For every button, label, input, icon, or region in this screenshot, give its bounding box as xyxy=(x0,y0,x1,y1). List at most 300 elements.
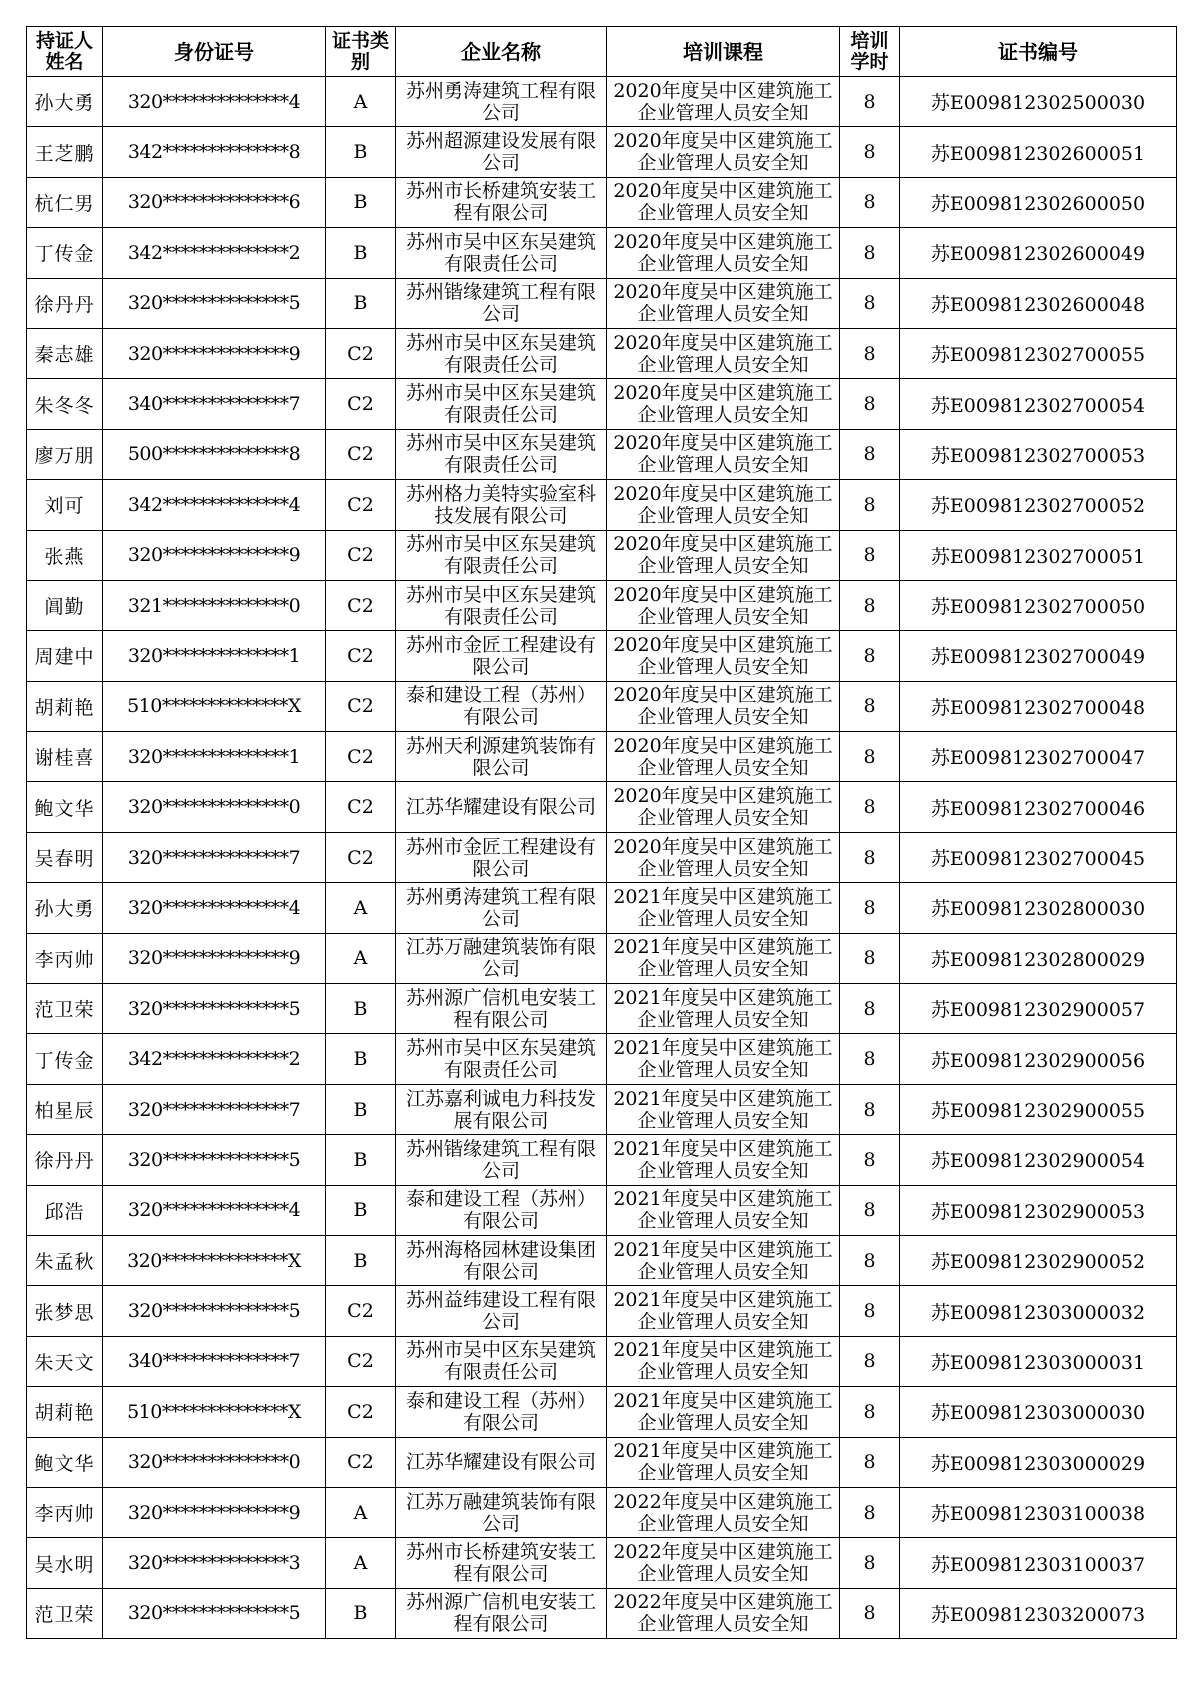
cell-name: 丁传金 xyxy=(27,1034,103,1084)
cell-id-number: 320**************9 xyxy=(103,530,326,580)
cell-name: 邱浩 xyxy=(27,1185,103,1235)
cell-id-number: 320**************9 xyxy=(103,328,326,378)
cell-cert-type: C2 xyxy=(326,1336,396,1386)
cell-course xyxy=(607,379,840,429)
cell-course-text: 2020年度吴中区建筑施工企业管理人员安全知 xyxy=(613,382,833,427)
cell-cert-type: C2 xyxy=(326,782,396,832)
cell-name: 张燕 xyxy=(27,530,103,580)
table-row xyxy=(27,1437,1177,1487)
cell-cert-number: 苏E009812303000032 xyxy=(900,1286,1177,1336)
cell-hours: 8 xyxy=(840,933,900,983)
cell-company-text: 江苏华耀建设有限公司 xyxy=(405,796,596,819)
cell-course-text: 2021年度吴中区建筑施工企业管理人员安全知 xyxy=(613,885,833,930)
cell-hours: 8 xyxy=(840,832,900,882)
cell-hours: 8 xyxy=(840,480,900,530)
cell-company xyxy=(396,480,607,530)
cell-cert-number: 苏E009812302600050 xyxy=(900,177,1177,227)
table-row xyxy=(27,782,1177,832)
cell-course xyxy=(607,580,840,630)
table-row xyxy=(27,1084,1177,1134)
cell-id-number: 320**************4 xyxy=(103,883,326,933)
cell-course xyxy=(607,832,840,882)
table-row xyxy=(27,1538,1177,1588)
cell-name: 徐丹丹 xyxy=(27,278,103,328)
header-company: 企业名称 xyxy=(396,27,607,77)
cell-course-text: 2020年度吴中区建筑施工企业管理人员安全知 xyxy=(613,684,833,729)
cell-company xyxy=(396,127,607,177)
cell-company xyxy=(396,580,607,630)
cell-company xyxy=(396,379,607,429)
cell-hours: 8 xyxy=(840,429,900,479)
cell-company xyxy=(396,429,607,479)
cell-name: 朱天文 xyxy=(27,1336,103,1386)
cell-company xyxy=(396,1538,607,1588)
cell-hours: 8 xyxy=(840,984,900,1034)
header-cert-no: 证书编号 xyxy=(900,27,1177,77)
cell-course xyxy=(607,1235,840,1285)
cell-course-text: 2021年度吴中区建筑施工企业管理人员安全知 xyxy=(613,1389,833,1434)
cell-company xyxy=(396,1437,607,1487)
cell-course xyxy=(607,1286,840,1336)
cell-cert-number: 苏E009812302900055 xyxy=(900,1084,1177,1134)
cell-cert-type: A xyxy=(326,77,396,127)
cell-course xyxy=(607,933,840,983)
cell-company xyxy=(396,984,607,1034)
cell-id-number: 342**************2 xyxy=(103,1034,326,1084)
cell-name: 范卫荣 xyxy=(27,984,103,1034)
cell-cert-type: C2 xyxy=(326,732,396,782)
cell-course-text: 2022年度吴中区建筑施工企业管理人员安全知 xyxy=(613,1541,833,1586)
table-row xyxy=(27,832,1177,882)
table-row xyxy=(27,228,1177,278)
table-row xyxy=(27,1034,1177,1084)
cell-company-text: 苏州超源建设发展有限公司 xyxy=(405,130,596,175)
cell-cert-type: C2 xyxy=(326,1286,396,1336)
cell-cert-number: 苏E009812302700045 xyxy=(900,832,1177,882)
cell-hours: 8 xyxy=(840,1588,900,1638)
cell-id-number: 320**************3 xyxy=(103,1538,326,1588)
cell-id-number: 320**************4 xyxy=(103,77,326,127)
cell-course xyxy=(607,530,840,580)
table-row xyxy=(27,984,1177,1034)
table-row xyxy=(27,580,1177,630)
cell-course xyxy=(607,1437,840,1487)
cell-hours: 8 xyxy=(840,127,900,177)
cell-company xyxy=(396,530,607,580)
cell-company-text: 苏州格力美特实验室科技发展有限公司 xyxy=(405,482,596,527)
cell-company xyxy=(396,1336,607,1386)
cell-cert-number: 苏E009812302700052 xyxy=(900,480,1177,530)
cell-name: 柏星辰 xyxy=(27,1084,103,1134)
cell-course-text: 2021年度吴中区建筑施工企业管理人员安全知 xyxy=(613,986,833,1031)
cell-course-text: 2020年度吴中区建筑施工企业管理人员安全知 xyxy=(613,130,833,175)
cell-company xyxy=(396,1034,607,1084)
cell-course-text: 2021年度吴中区建筑施工企业管理人员安全知 xyxy=(613,1339,833,1384)
cell-course xyxy=(607,782,840,832)
cell-company-text: 苏州市吴中区东吴建筑有限责任公司 xyxy=(405,583,596,628)
cell-company-text: 苏州市吴中区东吴建筑有限责任公司 xyxy=(405,331,596,376)
cell-hours: 8 xyxy=(840,1437,900,1487)
cell-company-text: 泰和建设工程（苏州）有限公司 xyxy=(405,684,596,729)
cell-cert-type: C2 xyxy=(326,631,396,681)
cell-cert-number: 苏E009812303000030 xyxy=(900,1387,1177,1437)
table-row xyxy=(27,1487,1177,1537)
table-row xyxy=(27,429,1177,479)
header-row xyxy=(27,27,1177,77)
cell-name: 张梦思 xyxy=(27,1286,103,1336)
cell-cert-type: B xyxy=(326,1185,396,1235)
cell-company-text: 苏州市吴中区东吴建筑有限责任公司 xyxy=(405,432,596,477)
cell-id-number: 342**************2 xyxy=(103,228,326,278)
cell-hours: 8 xyxy=(840,883,900,933)
cell-hours: 8 xyxy=(840,580,900,630)
cell-id-number: 340**************7 xyxy=(103,379,326,429)
cell-company-text: 苏州锴缘建筑工程有限公司 xyxy=(405,281,596,326)
cell-company xyxy=(396,933,607,983)
cell-cert-type: C2 xyxy=(326,328,396,378)
cell-company xyxy=(396,1487,607,1537)
table-row xyxy=(27,883,1177,933)
cell-course-text: 2020年度吴中区建筑施工企业管理人员安全知 xyxy=(613,331,833,376)
cell-course-text: 2022年度吴中区建筑施工企业管理人员安全知 xyxy=(613,1591,833,1636)
cell-course-text: 2021年度吴中区建筑施工企业管理人员安全知 xyxy=(613,1440,833,1485)
cell-name: 王芝鹏 xyxy=(27,127,103,177)
cell-company-text: 苏州源广信机电安装工程有限公司 xyxy=(405,1591,596,1636)
cell-cert-number: 苏E009812302900053 xyxy=(900,1185,1177,1235)
cell-course xyxy=(607,77,840,127)
cell-name: 朱冬冬 xyxy=(27,379,103,429)
cell-company xyxy=(396,1135,607,1185)
cell-hours: 8 xyxy=(840,77,900,127)
cell-company-text: 泰和建设工程（苏州）有限公司 xyxy=(405,1389,596,1434)
cell-hours: 8 xyxy=(840,1084,900,1134)
table-row xyxy=(27,379,1177,429)
cell-course-text: 2020年度吴中区建筑施工企业管理人员安全知 xyxy=(613,432,833,477)
table-row xyxy=(27,1588,1177,1638)
cell-course-text: 2020年度吴中区建筑施工企业管理人员安全知 xyxy=(613,79,833,124)
cell-cert-type: B xyxy=(326,228,396,278)
cell-hours: 8 xyxy=(840,1487,900,1537)
cell-hours: 8 xyxy=(840,228,900,278)
cell-company-text: 苏州市吴中区东吴建筑有限责任公司 xyxy=(405,1339,596,1384)
table-body xyxy=(27,77,1177,1639)
cell-id-number: 320**************0 xyxy=(103,1437,326,1487)
cell-id-number: 320**************6 xyxy=(103,177,326,227)
cell-name: 鲍文华 xyxy=(27,1437,103,1487)
cell-id-number: 320**************5 xyxy=(103,1588,326,1638)
cell-cert-type: C2 xyxy=(326,1437,396,1487)
cell-company xyxy=(396,631,607,681)
cell-id-number: 320**************5 xyxy=(103,278,326,328)
cell-cert-number: 苏E009812303000029 xyxy=(900,1437,1177,1487)
cell-company xyxy=(396,1185,607,1235)
cell-cert-number: 苏E009812302900057 xyxy=(900,984,1177,1034)
table-row xyxy=(27,328,1177,378)
cell-course-text: 2020年度吴中区建筑施工企业管理人员安全知 xyxy=(613,230,833,275)
cell-company xyxy=(396,328,607,378)
cell-id-number: 320**************9 xyxy=(103,933,326,983)
cell-company xyxy=(396,1286,607,1336)
cell-company xyxy=(396,732,607,782)
cell-company-text: 苏州勇涛建筑工程有限公司 xyxy=(405,79,596,124)
cell-id-number: 320**************1 xyxy=(103,631,326,681)
cell-cert-type: B xyxy=(326,177,396,227)
cell-company xyxy=(396,1387,607,1437)
cell-hours: 8 xyxy=(840,328,900,378)
cell-id-number: 320**************5 xyxy=(103,1135,326,1185)
cell-name: 胡莉艳 xyxy=(27,681,103,731)
cell-company xyxy=(396,1588,607,1638)
cell-id-number: 340**************7 xyxy=(103,1336,326,1386)
cell-course xyxy=(607,883,840,933)
cell-id-number: 342**************8 xyxy=(103,127,326,177)
table-row xyxy=(27,1235,1177,1285)
cell-id-number: 320**************1 xyxy=(103,732,326,782)
cell-cert-type: B xyxy=(326,1084,396,1134)
cell-cert-number: 苏E009812302600048 xyxy=(900,278,1177,328)
table-row xyxy=(27,1387,1177,1437)
cell-company xyxy=(396,782,607,832)
cell-cert-number: 苏E009812302700051 xyxy=(900,530,1177,580)
cell-hours: 8 xyxy=(840,1185,900,1235)
cell-course xyxy=(607,1588,840,1638)
cell-hours: 8 xyxy=(840,1286,900,1336)
cell-cert-number: 苏E009812302700055 xyxy=(900,328,1177,378)
cell-cert-type: A xyxy=(326,883,396,933)
cell-course xyxy=(607,1135,840,1185)
cell-cert-type: B xyxy=(326,1034,396,1084)
cell-course-text: 2021年度吴中区建筑施工企业管理人员安全知 xyxy=(613,1238,833,1283)
cell-name: 胡莉艳 xyxy=(27,1387,103,1437)
cell-company-text: 苏州天利源建筑装饰有限公司 xyxy=(405,734,596,779)
cell-company-text: 江苏万融建筑装饰有限公司 xyxy=(405,936,596,981)
cell-hours: 8 xyxy=(840,278,900,328)
cell-course xyxy=(607,228,840,278)
cell-course-text: 2021年度吴中区建筑施工企业管理人员安全知 xyxy=(613,1037,833,1082)
cell-cert-number: 苏E009812303000031 xyxy=(900,1336,1177,1386)
cell-company-text: 江苏华耀建设有限公司 xyxy=(405,1451,596,1474)
cell-cert-number: 苏E009812303200073 xyxy=(900,1588,1177,1638)
cell-company-text: 苏州源广信机电安装工程有限公司 xyxy=(405,986,596,1031)
cell-id-number: 320**************7 xyxy=(103,832,326,882)
cell-company-text: 苏州锴缘建筑工程有限公司 xyxy=(405,1137,596,1182)
cell-hours: 8 xyxy=(840,631,900,681)
table-row xyxy=(27,1185,1177,1235)
cell-hours: 8 xyxy=(840,732,900,782)
cell-course-text: 2020年度吴中区建筑施工企业管理人员安全知 xyxy=(613,533,833,578)
cell-name: 谢桂喜 xyxy=(27,732,103,782)
header-name: 持证人姓名 xyxy=(27,27,103,77)
cell-cert-number: 苏E009812302500030 xyxy=(900,77,1177,127)
cell-cert-type: C2 xyxy=(326,480,396,530)
cell-company xyxy=(396,278,607,328)
table-row xyxy=(27,127,1177,177)
cell-name: 李丙帅 xyxy=(27,1487,103,1537)
cell-company xyxy=(396,228,607,278)
cell-course xyxy=(607,1084,840,1134)
cell-cert-type: C2 xyxy=(326,681,396,731)
cell-cert-type: C2 xyxy=(326,832,396,882)
header-id: 身份证号 xyxy=(103,27,326,77)
cell-company xyxy=(396,883,607,933)
cell-hours: 8 xyxy=(840,681,900,731)
table-row xyxy=(27,933,1177,983)
cell-name: 孙大勇 xyxy=(27,77,103,127)
cell-hours: 8 xyxy=(840,1235,900,1285)
cell-course xyxy=(607,1185,840,1235)
cell-cert-number: 苏E009812302800029 xyxy=(900,933,1177,983)
cell-id-number: 320**************7 xyxy=(103,1084,326,1134)
cell-id-number: 320**************0 xyxy=(103,782,326,832)
cell-id-number: 342**************4 xyxy=(103,480,326,530)
cell-course xyxy=(607,429,840,479)
table-header xyxy=(27,27,1177,77)
cell-cert-type: B xyxy=(326,984,396,1034)
table-row xyxy=(27,177,1177,227)
table-row xyxy=(27,1286,1177,1336)
cell-cert-type: B xyxy=(326,127,396,177)
cell-course-text: 2020年度吴中区建筑施工企业管理人员安全知 xyxy=(613,633,833,678)
cell-company-text: 苏州益纬建设工程有限公司 xyxy=(405,1289,596,1334)
cell-cert-number: 苏E009812302600051 xyxy=(900,127,1177,177)
cell-course xyxy=(607,127,840,177)
cell-name: 秦志雄 xyxy=(27,328,103,378)
cell-course-text: 2021年度吴中区建筑施工企业管理人员安全知 xyxy=(613,1289,833,1334)
cell-cert-type: B xyxy=(326,1588,396,1638)
cell-name: 丁传金 xyxy=(27,228,103,278)
cell-name: 周建中 xyxy=(27,631,103,681)
cell-cert-number: 苏E009812302600049 xyxy=(900,228,1177,278)
cell-cert-type: B xyxy=(326,1135,396,1185)
table-row xyxy=(27,530,1177,580)
cell-company xyxy=(396,177,607,227)
cell-cert-number: 苏E009812302700046 xyxy=(900,782,1177,832)
cell-hours: 8 xyxy=(840,1538,900,1588)
cell-company-text: 苏州市长桥建筑安装工程有限公司 xyxy=(405,1541,596,1586)
cell-course xyxy=(607,1336,840,1386)
cell-cert-number: 苏E009812302700053 xyxy=(900,429,1177,479)
cell-cert-type: C2 xyxy=(326,530,396,580)
cell-course-text: 2021年度吴中区建筑施工企业管理人员安全知 xyxy=(613,1188,833,1233)
cell-cert-type: C2 xyxy=(326,379,396,429)
cell-company-text: 苏州勇涛建筑工程有限公司 xyxy=(405,885,596,930)
cell-company-text: 苏州市吴中区东吴建筑有限责任公司 xyxy=(405,382,596,427)
cell-company-text: 江苏万融建筑装饰有限公司 xyxy=(405,1490,596,1535)
cell-company-text: 苏州市金匠工程建设有限公司 xyxy=(405,633,596,678)
header-type: 证书类别 xyxy=(326,27,396,77)
cell-company xyxy=(396,1235,607,1285)
cell-company-text: 泰和建设工程（苏州）有限公司 xyxy=(405,1188,596,1233)
cell-id-number: 320**************5 xyxy=(103,1286,326,1336)
cell-cert-number: 苏E009812302800030 xyxy=(900,883,1177,933)
cell-cert-number: 苏E009812302700050 xyxy=(900,580,1177,630)
cell-course-text: 2021年度吴中区建筑施工企业管理人员安全知 xyxy=(613,1087,833,1132)
cell-id-number: 500**************8 xyxy=(103,429,326,479)
cell-company xyxy=(396,77,607,127)
cell-course-text: 2020年度吴中区建筑施工企业管理人员安全知 xyxy=(613,734,833,779)
cell-course-text: 2020年度吴中区建筑施工企业管理人员安全知 xyxy=(613,180,833,225)
cell-name: 朱孟秋 xyxy=(27,1235,103,1285)
table-row xyxy=(27,77,1177,127)
cell-company-text: 江苏嘉利诚电力科技发展有限公司 xyxy=(405,1087,596,1132)
cell-cert-number: 苏E009812302700048 xyxy=(900,681,1177,731)
cell-course-text: 2021年度吴中区建筑施工企业管理人员安全知 xyxy=(613,1137,833,1182)
cell-company-text: 苏州市金匠工程建设有限公司 xyxy=(405,835,596,880)
cell-id-number: 321**************0 xyxy=(103,580,326,630)
cell-name: 阊勤 xyxy=(27,580,103,630)
cell-cert-type: C2 xyxy=(326,1387,396,1437)
cell-name: 廖万朋 xyxy=(27,429,103,479)
cell-name: 孙大勇 xyxy=(27,883,103,933)
cell-course xyxy=(607,984,840,1034)
cell-name: 徐丹丹 xyxy=(27,1135,103,1185)
cell-id-number: 320**************5 xyxy=(103,984,326,1034)
cell-course xyxy=(607,177,840,227)
cell-cert-type: A xyxy=(326,1487,396,1537)
cell-company xyxy=(396,681,607,731)
header-course: 培训课程 xyxy=(607,27,840,77)
cell-cert-number: 苏E009812302900054 xyxy=(900,1135,1177,1185)
cell-course xyxy=(607,1034,840,1084)
cell-course-text: 2020年度吴中区建筑施工企业管理人员安全知 xyxy=(613,482,833,527)
cell-company xyxy=(396,1084,607,1134)
table-row xyxy=(27,681,1177,731)
cell-hours: 8 xyxy=(840,379,900,429)
cell-course-text: 2020年度吴中区建筑施工企业管理人员安全知 xyxy=(613,583,833,628)
cell-name: 吴水明 xyxy=(27,1538,103,1588)
cell-hours: 8 xyxy=(840,1135,900,1185)
cell-cert-number: 苏E009812302700049 xyxy=(900,631,1177,681)
cell-name: 吴春明 xyxy=(27,832,103,882)
cell-course xyxy=(607,631,840,681)
cell-cert-type: B xyxy=(326,278,396,328)
cell-cert-number: 苏E009812303100038 xyxy=(900,1487,1177,1537)
cell-hours: 8 xyxy=(840,1034,900,1084)
cell-cert-number: 苏E009812302900052 xyxy=(900,1235,1177,1285)
cell-company xyxy=(396,832,607,882)
cell-cert-type: B xyxy=(326,1235,396,1285)
cell-company-text: 苏州市吴中区东吴建筑有限责任公司 xyxy=(405,533,596,578)
cell-cert-number: 苏E009812303100037 xyxy=(900,1538,1177,1588)
cell-course-text: 2020年度吴中区建筑施工企业管理人员安全知 xyxy=(613,281,833,326)
cell-id-number: 320**************X xyxy=(103,1235,326,1285)
cell-course-text: 2022年度吴中区建筑施工企业管理人员安全知 xyxy=(613,1490,833,1535)
cell-cert-type: C2 xyxy=(326,580,396,630)
cell-cert-type: A xyxy=(326,933,396,983)
cell-company-text: 苏州市长桥建筑安装工程有限公司 xyxy=(405,180,596,225)
header-hours: 培训学时 xyxy=(840,27,900,77)
cell-company-text: 苏州海格园林建设集团有限公司 xyxy=(405,1238,596,1283)
cell-course xyxy=(607,1487,840,1537)
cell-name: 李丙帅 xyxy=(27,933,103,983)
cell-cert-number: 苏E009812302700047 xyxy=(900,732,1177,782)
certificate-table xyxy=(26,26,1177,1639)
cell-course xyxy=(607,480,840,530)
cell-name: 杭仁男 xyxy=(27,177,103,227)
cell-hours: 8 xyxy=(840,530,900,580)
cell-id-number: 510**************X xyxy=(103,1387,326,1437)
table-row xyxy=(27,1336,1177,1386)
table-row xyxy=(27,732,1177,782)
cell-course xyxy=(607,1538,840,1588)
cell-course xyxy=(607,732,840,782)
cell-course-text: 2020年度吴中区建筑施工企业管理人员安全知 xyxy=(613,835,833,880)
cell-name: 鲍文华 xyxy=(27,782,103,832)
table-row xyxy=(27,480,1177,530)
cell-hours: 8 xyxy=(840,1336,900,1386)
cell-cert-number: 苏E009812302900056 xyxy=(900,1034,1177,1084)
cell-course xyxy=(607,278,840,328)
